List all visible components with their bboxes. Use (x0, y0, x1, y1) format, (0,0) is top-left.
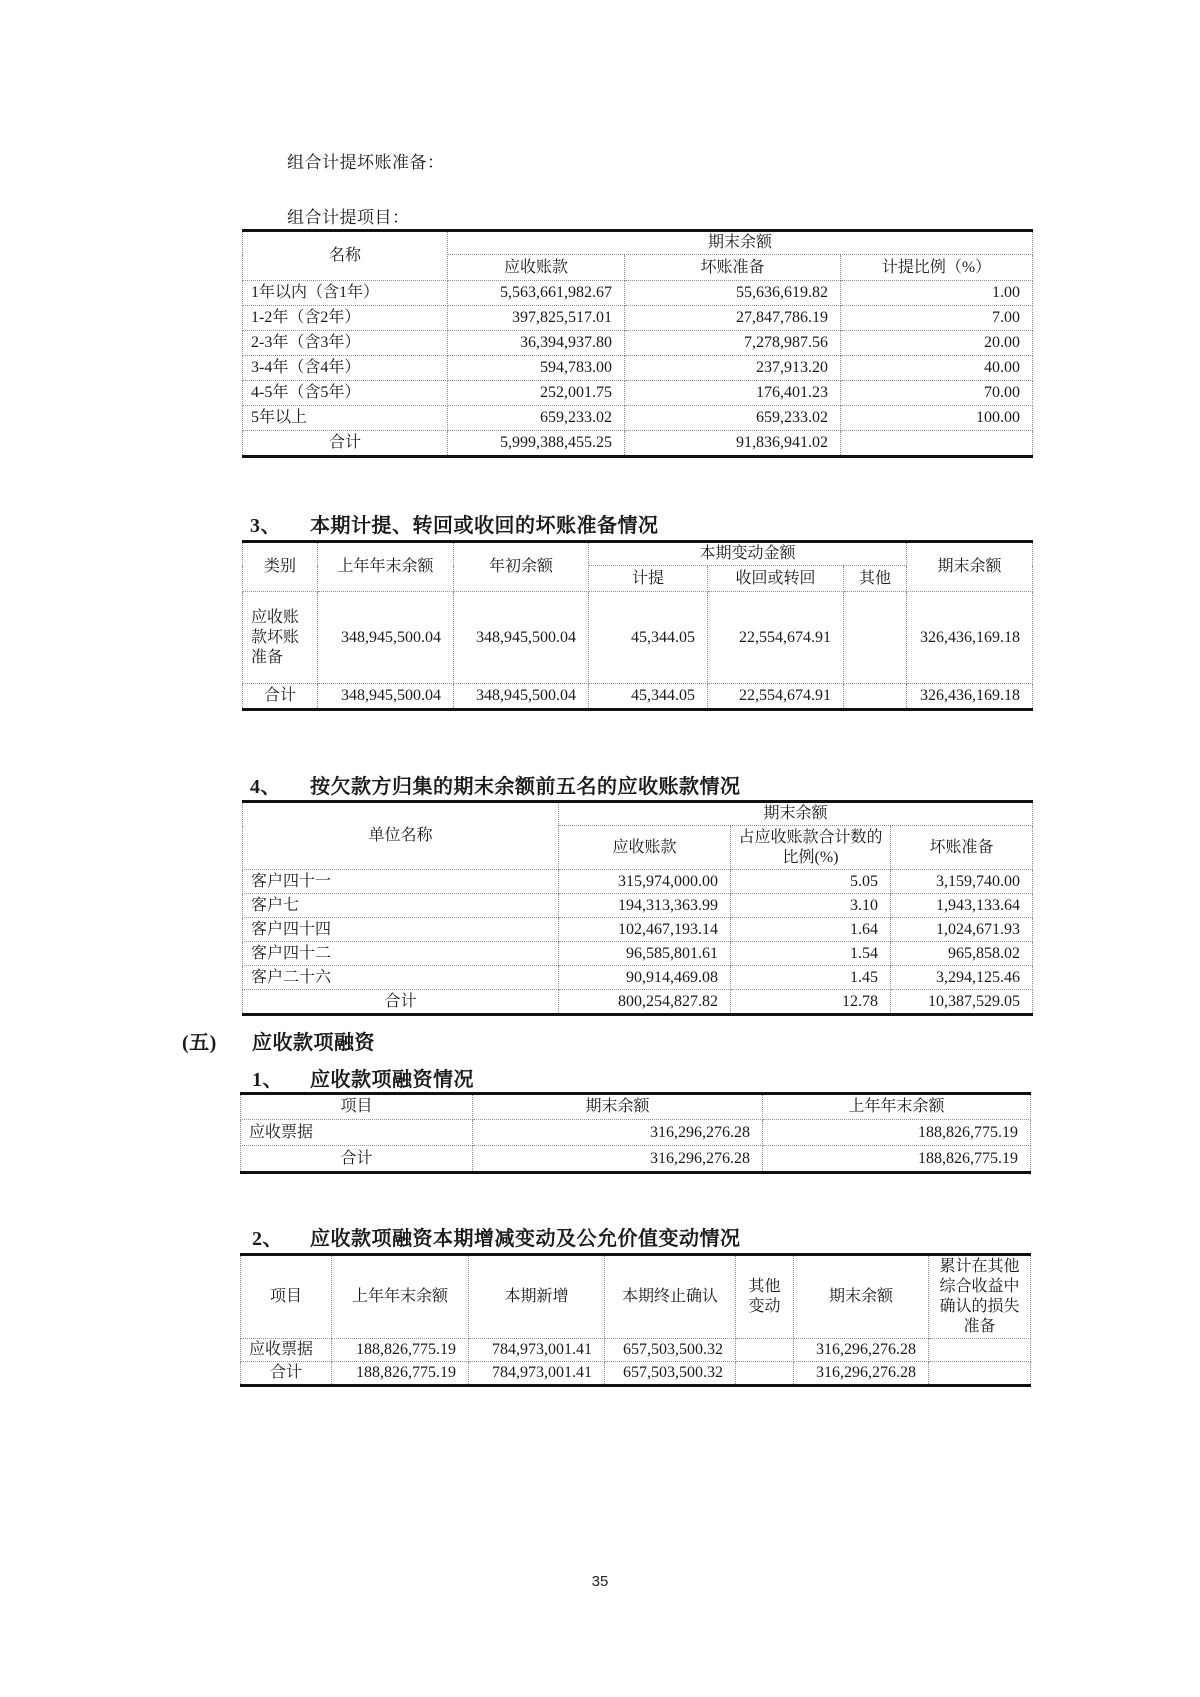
ar-value: 5,563,661,982.67 (448, 281, 625, 306)
unit-label: 客户七 (243, 894, 559, 918)
col-header-ar: 应收账款 (559, 826, 731, 870)
ratio-value: 1.45 (731, 966, 891, 990)
col-header-accrual: 计提 (589, 566, 708, 592)
added-value: 784,973,001.41 (469, 1339, 605, 1362)
aging-label: 3-4年（含4年） (243, 356, 448, 381)
end-total: 316,296,276.28 (473, 1146, 763, 1173)
oci-total (929, 1362, 1031, 1386)
begin-total: 348,945,500.04 (454, 684, 589, 710)
bad-debt-value: 3,294,125.46 (891, 966, 1033, 990)
col-header-category: 类别 (243, 542, 318, 592)
bad-debt-value: 1,943,133.64 (891, 894, 1033, 918)
table-row (243, 894, 1033, 918)
prev-total: 348,945,500.04 (318, 684, 454, 710)
ar-value: 315,974,000.00 (559, 870, 731, 894)
aging-table (242, 229, 1032, 458)
ratio-total (841, 431, 1033, 457)
unit-label: 客户四十一 (243, 870, 559, 894)
ratio-value: 20.00 (841, 331, 1033, 356)
ratio-value: 3.10 (731, 894, 891, 918)
table-row (243, 356, 1033, 381)
item-label: 应收票据 (241, 1120, 473, 1146)
other-value (844, 592, 907, 684)
prev-value: 188,826,775.19 (763, 1120, 1031, 1146)
end-total: 326,436,169.18 (907, 684, 1033, 710)
ratio-value: 70.00 (841, 381, 1033, 406)
col-header-bad-debt: 坏账准备 (625, 255, 841, 281)
unit-label: 客户二十六 (243, 966, 559, 990)
added-total: 784,973,001.41 (469, 1362, 605, 1386)
section-number: 2、 (252, 1228, 283, 1250)
intro-line-1: 组合计提坏账准备： (287, 153, 445, 172)
table-row (243, 381, 1033, 406)
ar-value: 252,001.75 (448, 381, 625, 406)
col-header-ratio: 占应收账款合计数的比例(%) (731, 826, 891, 870)
table-row (241, 1120, 1031, 1146)
ar-value: 594,783.00 (448, 356, 625, 381)
col-header-unit: 单位名称 (243, 802, 559, 870)
aging-label: 5年以上 (243, 406, 448, 431)
col-header-period-end: 期末余额 (448, 231, 1033, 255)
col-header-prev-year-end: 上年年末余额 (332, 1255, 469, 1339)
section-number: (五) (182, 1032, 217, 1054)
derecognized-value: 657,503,500.32 (605, 1339, 736, 1362)
other-total (844, 684, 907, 710)
col-header-recover: 收回或转回 (708, 566, 844, 592)
prev-total: 188,826,775.19 (332, 1362, 469, 1386)
accrual-value: 45,344.05 (589, 592, 708, 684)
derecognized-total: 657,503,500.32 (605, 1362, 736, 1386)
col-header-period-end: 期末余额 (794, 1255, 929, 1339)
section-title: 本期计提、转回或收回的坏账准备情况 (310, 515, 659, 537)
total-label: 合计 (243, 684, 318, 710)
bad-debt-value: 1,024,671.93 (891, 918, 1033, 942)
provision-movement-table (242, 540, 1032, 711)
col-header-derecognized: 本期终止确认 (605, 1255, 736, 1339)
bad-debt-value: 659,233.02 (625, 406, 841, 431)
ratio-value: 1.54 (731, 942, 891, 966)
table-row (243, 331, 1033, 356)
section-4-heading (250, 770, 741, 799)
item-label: 应收票据 (241, 1339, 332, 1362)
section-title: 应收款项融资 (252, 1032, 375, 1054)
col-header-item: 项目 (241, 1094, 473, 1120)
col-header-other: 其他变动 (736, 1255, 794, 1339)
section-title: 按欠款方归集的期末余额前五名的应收账款情况 (310, 776, 741, 798)
aging-label: 1-2年（含2年） (243, 306, 448, 331)
ar-value: 102,467,193.14 (559, 918, 731, 942)
aging-label: 1年以内（含1年） (243, 281, 448, 306)
col-header-added: 本期新增 (469, 1255, 605, 1339)
end-value: 316,296,276.28 (473, 1120, 763, 1146)
recover-total: 22,554,674.91 (708, 684, 844, 710)
accrual-total: 45,344.05 (589, 684, 708, 710)
bad-debt-value: 965,858.02 (891, 942, 1033, 966)
total-row (243, 431, 1033, 457)
table-row (243, 281, 1033, 306)
section-number: 3、 (250, 515, 281, 537)
col-header-change: 本期变动金额 (589, 542, 907, 566)
ar-value: 194,313,363.99 (559, 894, 731, 918)
col-header-period-end: 期末余额 (559, 802, 1033, 826)
bad-debt-value: 27,847,786.19 (625, 306, 841, 331)
bad-debt-total: 10,387,529.05 (891, 990, 1033, 1015)
col-header-ratio: 计提比例（%） (841, 255, 1033, 281)
aging-label: 4-5年（含5年） (243, 381, 448, 406)
table-row (243, 306, 1033, 331)
bad-debt-value: 3,159,740.00 (891, 870, 1033, 894)
bad-debt-value: 237,913.20 (625, 356, 841, 381)
section-5-2-heading (252, 1222, 741, 1251)
col-header-ar: 应收账款 (448, 255, 625, 281)
ratio-value: 7.00 (841, 306, 1033, 331)
aging-label: 2-3年（含3年） (243, 331, 448, 356)
bad-debt-total: 91,836,941.02 (625, 431, 841, 457)
category-label: 应收账款坏账准备 (243, 592, 318, 684)
ar-value: 36,394,937.80 (448, 331, 625, 356)
col-header-name: 名称 (243, 231, 448, 281)
ar-value: 96,585,801.61 (559, 942, 731, 966)
ar-value: 659,233.02 (448, 406, 625, 431)
total-label: 合计 (243, 431, 448, 457)
ar-total: 5,999,388,455.25 (448, 431, 625, 457)
table-row (243, 942, 1033, 966)
col-header-other: 其他 (844, 566, 907, 592)
col-header-year-begin: 年初余额 (454, 542, 589, 592)
recover-value: 22,554,674.91 (708, 592, 844, 684)
table-row (243, 592, 1033, 684)
total-row (241, 1146, 1031, 1173)
ar-value: 397,825,517.01 (448, 306, 625, 331)
section-number: 4、 (250, 776, 281, 798)
table-row (241, 1339, 1031, 1362)
total-row (243, 684, 1033, 710)
total-label: 合计 (243, 990, 559, 1015)
end-value: 326,436,169.18 (907, 592, 1033, 684)
col-header-prev-year-end: 上年年末余额 (763, 1094, 1031, 1120)
bad-debt-value: 55,636,619.82 (625, 281, 841, 306)
bad-debt-value: 7,278,987.56 (625, 331, 841, 356)
section-title: 应收款项融资本期增减变动及公允价值变动情况 (310, 1228, 741, 1250)
table-row (243, 966, 1033, 990)
table-row (243, 918, 1033, 942)
total-label: 合计 (241, 1362, 332, 1386)
ratio-value: 100.00 (841, 406, 1033, 431)
total-label: 合计 (241, 1146, 473, 1173)
other-total (736, 1362, 794, 1386)
financing-movement-table (240, 1253, 1030, 1387)
ar-value: 90,914,469.08 (559, 966, 731, 990)
ratio-total: 12.78 (731, 990, 891, 1015)
ratio-value: 1.64 (731, 918, 891, 942)
ratio-value: 5.05 (731, 870, 891, 894)
total-row (243, 990, 1033, 1015)
oci-value (929, 1339, 1031, 1362)
col-header-item: 项目 (241, 1255, 332, 1339)
intro-line-2: 组合计提项目： (287, 208, 410, 227)
prev-total: 188,826,775.19 (763, 1146, 1031, 1173)
section-5-1-heading (252, 1063, 474, 1092)
table-row (243, 406, 1033, 431)
section-number: 1、 (252, 1069, 283, 1091)
col-header-period-end: 期末余额 (907, 542, 1033, 592)
col-header-prev-year-end: 上年年末余额 (318, 542, 454, 592)
table-row (243, 870, 1033, 894)
end-total: 316,296,276.28 (794, 1362, 929, 1386)
unit-label: 客户四十二 (243, 942, 559, 966)
other-value (736, 1339, 794, 1362)
section-title: 应收款项融资情况 (310, 1069, 474, 1091)
section-3-heading (250, 509, 659, 538)
unit-label: 客户四十四 (243, 918, 559, 942)
top-five-table (242, 800, 1032, 1016)
total-row (241, 1362, 1031, 1386)
col-header-bad-debt: 坏账准备 (891, 826, 1033, 870)
end-value: 316,296,276.28 (794, 1339, 929, 1362)
bad-debt-value: 176,401.23 (625, 381, 841, 406)
ratio-value: 40.00 (841, 356, 1033, 381)
col-header-period-end: 期末余额 (473, 1094, 763, 1120)
col-header-oci-loss: 累计在其他综合收益中确认的损失准备 (929, 1255, 1031, 1339)
ratio-value: 1.00 (841, 281, 1033, 306)
financing-table (240, 1092, 1030, 1174)
begin-value: 348,945,500.04 (454, 592, 589, 684)
section-5-heading (182, 1026, 375, 1055)
ar-total: 800,254,827.82 (559, 990, 731, 1015)
page-number: 35 (591, 1573, 609, 1590)
prev-value: 348,945,500.04 (318, 592, 454, 684)
prev-value: 188,826,775.19 (332, 1339, 469, 1362)
